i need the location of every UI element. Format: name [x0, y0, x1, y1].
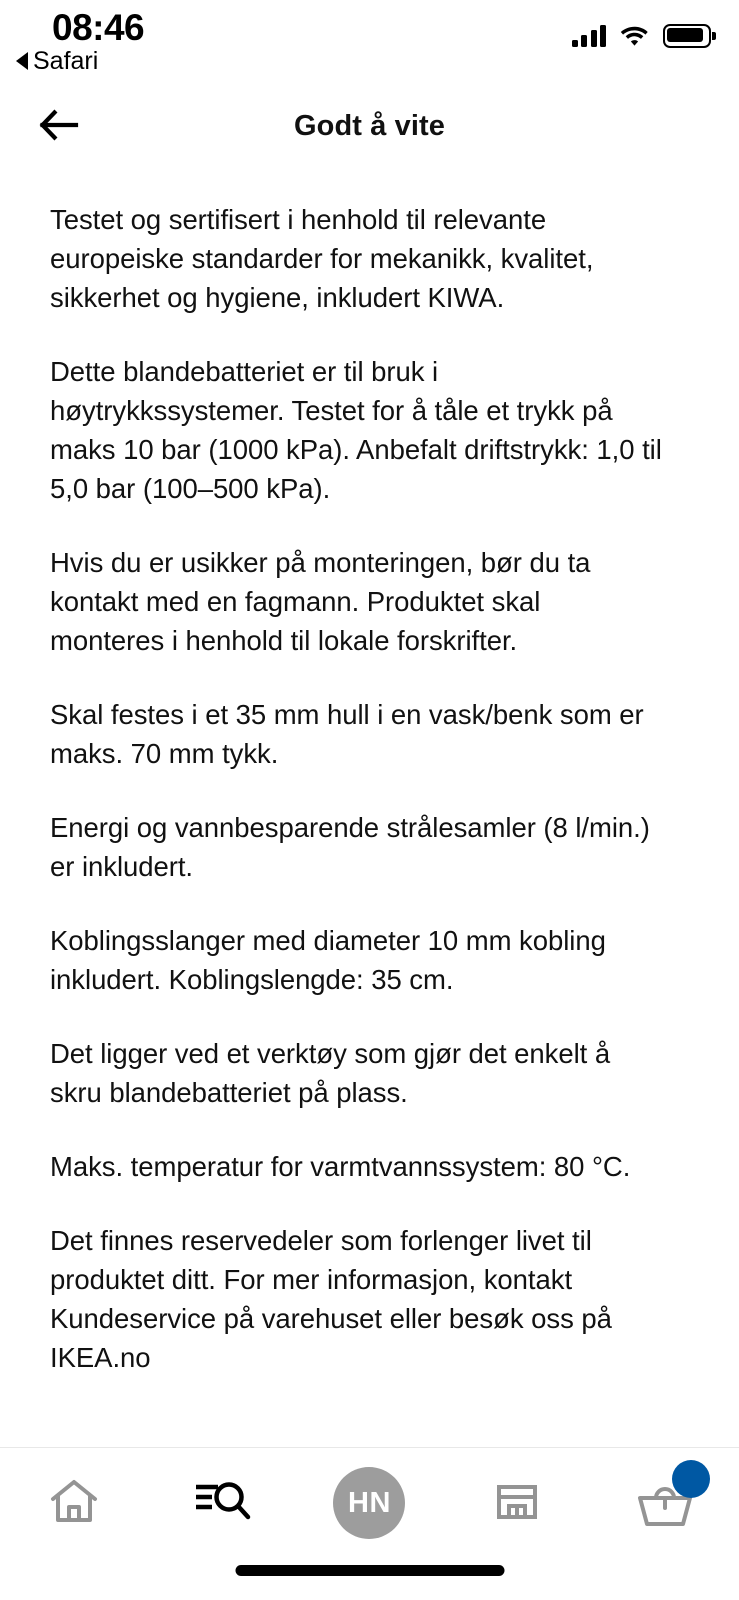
- store-icon: [489, 1475, 545, 1532]
- tab-home[interactable]: [0, 1448, 148, 1558]
- basket-icon-wrapper: [636, 1474, 694, 1532]
- paragraph: Energi og vannbesparende strålesamler (8 l/min.) er inkludert.: [50, 812, 650, 882]
- tab-profile[interactable]: [296, 1448, 444, 1558]
- basket-icon: [636, 1519, 694, 1536]
- tab-search[interactable]: [148, 1448, 296, 1558]
- return-to-safari-label: Safari: [33, 47, 99, 75]
- status-time: 08:46: [52, 7, 145, 48]
- home-icon: [46, 1473, 102, 1534]
- tab-basket[interactable]: [591, 1448, 739, 1558]
- triangle-left-icon: [16, 52, 28, 70]
- tab-store[interactable]: [443, 1448, 591, 1558]
- paragraph: Skal festes i et 35 mm hull i en vask/benk som er maks. 70 mm tykk.: [50, 699, 644, 769]
- paragraph: Maks. temperatur for varmtvannssystem: 80 °C.: [50, 1151, 631, 1182]
- nav-header: [0, 82, 739, 172]
- avatar-initials: HN: [348, 1486, 391, 1519]
- signal-bars-icon: [572, 25, 607, 47]
- basket-badge: [672, 1460, 710, 1498]
- search-icon: [192, 1475, 252, 1532]
- home-indicator[interactable]: [235, 1565, 504, 1576]
- article-content: [0, 200, 739, 1447]
- status-bar: [0, 0, 739, 82]
- return-to-safari-link[interactable]: [16, 47, 98, 75]
- paragraph: Det ligger ved et verktøy som gjør det enkelt å skru blandebatteriet på plass.: [50, 1038, 611, 1108]
- paragraph: Koblingsslanger med diameter 10 mm kobling inkludert. Koblingslengde: 35 cm.: [50, 925, 606, 995]
- battery-full-icon: [663, 24, 711, 48]
- paragraph: Hvis du er usikker på monteringen, bør du ta kontakt med en fagmann. Produktet skal monteres i henhold til lokale forskrifter.: [50, 547, 591, 656]
- avatar: [333, 1467, 405, 1539]
- paragraph: Dette blandebatteriet er til bruk i høytrykkssystemer. Testet for å tåle et trykk på maks 10 bar (1000 kPa). Anbefalt driftstrykk: 1,0 til 5,0 bar (100–500 kPa).: [50, 356, 662, 504]
- wifi-icon: [620, 25, 649, 47]
- paragraph: Testet og sertifisert i henhold til relevante europeiske standarder for mekanikk, kvalitet, sikkerhet og hygiene, inkludert KIWA.: [50, 204, 594, 313]
- status-icons: [572, 24, 712, 48]
- paragraph: Det finnes reservedeler som forlenger livet til produktet ditt. For mer informasjon, kontakt Kundeservice på varehuset eller besøk oss på IKEA.no: [50, 1225, 612, 1373]
- bottom-tab-bar: [0, 1448, 739, 1558]
- page-title: Godt å vite: [294, 110, 445, 142]
